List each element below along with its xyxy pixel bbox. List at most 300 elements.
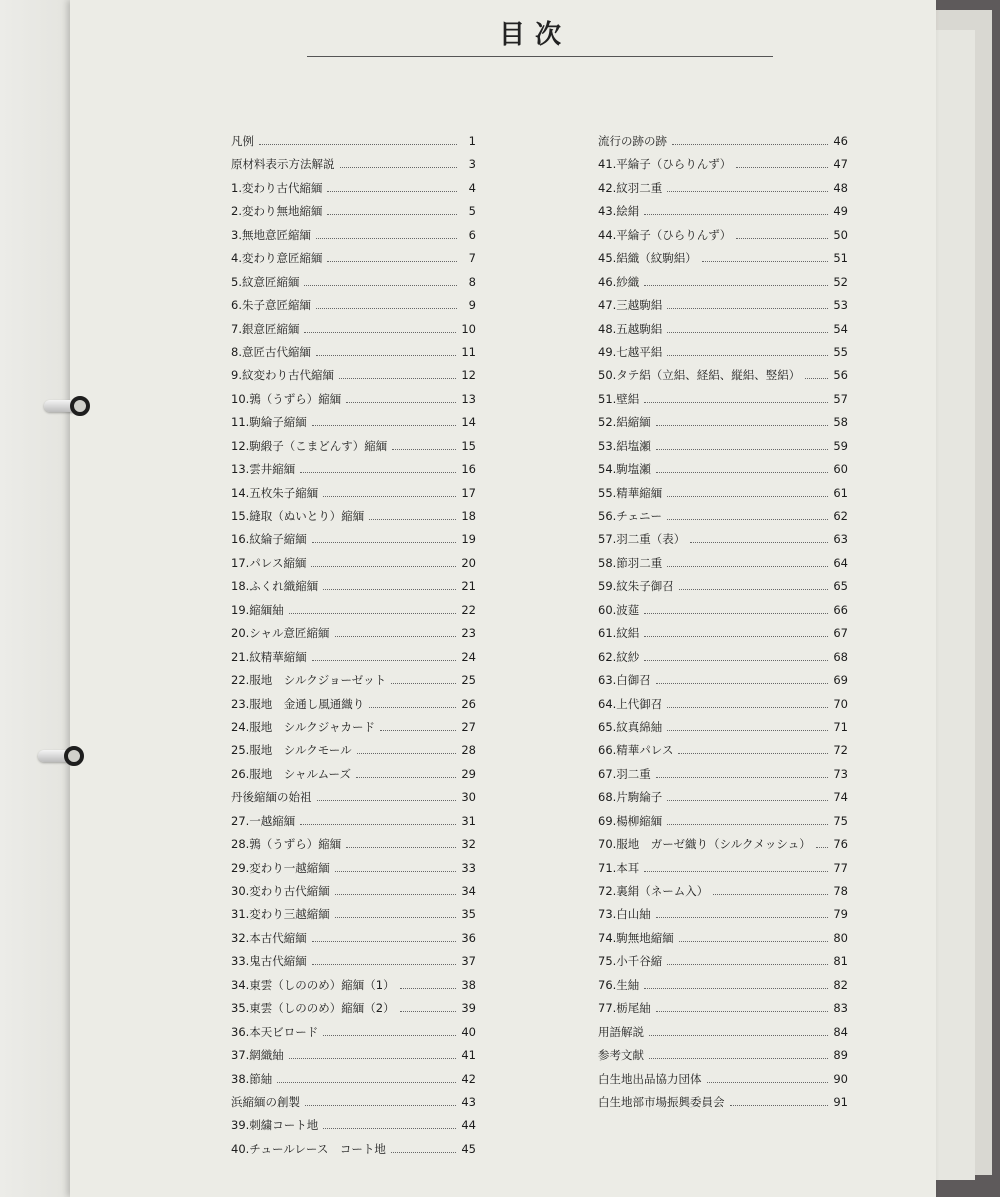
toc-leader-dots	[277, 1082, 456, 1083]
toc-entry	[231, 906, 476, 929]
toc-entry	[598, 883, 848, 906]
toc-entry-label: 75.小千谷縮	[598, 954, 663, 969]
toc-entry-label: 22.服地 シルクジョーゼット	[231, 673, 387, 688]
toc-entry	[231, 1047, 476, 1070]
title-underline	[307, 56, 773, 57]
toc-leader-dots	[312, 425, 457, 426]
toc-entry-page: 13	[461, 391, 476, 406]
toc-leader-dots	[327, 191, 457, 192]
toc-entry-page: 66	[833, 602, 848, 617]
toc-leader-dots	[369, 707, 456, 708]
toc-entry-page: 19	[461, 532, 476, 547]
toc-entry-label: 47.三越駒絽	[598, 298, 663, 313]
toc-entry	[598, 977, 848, 1000]
toc-entry	[598, 250, 848, 273]
toc-entry-page: 72	[833, 743, 848, 758]
toc-entry	[598, 1047, 848, 1070]
toc-leader-dots	[644, 613, 828, 614]
toc-entry-page: 32	[461, 837, 476, 852]
toc-entry-label: 67.羽二重	[598, 766, 651, 781]
toc-entry-label: 40.チュールレース コート地	[231, 1141, 386, 1156]
toc-entry-label: 28.鶉（うずら）縮緬	[231, 837, 342, 852]
toc-entry	[231, 227, 476, 250]
toc-entry	[598, 461, 848, 484]
toc-leader-dots	[707, 1082, 829, 1083]
toc-entry-label: 27.一越縮緬	[231, 813, 296, 828]
toc-entry-page: 90	[833, 1071, 848, 1086]
toc-entry-label: 17.パレス縮緬	[231, 555, 307, 570]
toc-leader-dots	[289, 613, 457, 614]
toc-entry	[598, 578, 848, 601]
toc-entry-label: 18.ふくれ織縮緬	[231, 579, 319, 594]
toc-entry	[598, 625, 848, 648]
toc-leader-dots	[644, 214, 828, 215]
toc-entry-page: 31	[461, 813, 476, 828]
toc-entry-page: 68	[833, 649, 848, 664]
toc-entry-label: 4.変わり意匠縮緬	[231, 251, 323, 266]
toc-entry	[598, 531, 848, 554]
toc-entry-page: 22	[461, 602, 476, 617]
toc-entry-page: 82	[833, 977, 848, 992]
toc-entry	[231, 1024, 476, 1047]
toc-entry-label: 23.服地 金通し風通織り	[231, 696, 365, 711]
toc-leader-dots	[667, 308, 828, 309]
toc-entry	[231, 133, 476, 156]
toc-entry	[231, 860, 476, 883]
toc-entry	[231, 531, 476, 554]
toc-entry-page: 60	[833, 462, 848, 477]
toc-entry-page: 44	[461, 1118, 476, 1133]
toc-entry-label: 13.雲井縮緬	[231, 462, 296, 477]
toc-entry-page: 43	[461, 1094, 476, 1109]
toc-entry-label: 14.五枚朱子縮緬	[231, 485, 319, 500]
toc-entry-label: 32.本古代縮緬	[231, 930, 307, 945]
toc-entry-page: 61	[833, 485, 848, 500]
toc-entry-label: 16.紋綸子縮緬	[231, 532, 307, 547]
toc-entry	[231, 789, 476, 812]
binder-ring-icon	[44, 396, 90, 418]
toc-entry-page: 59	[833, 438, 848, 453]
toc-leader-dots	[259, 144, 457, 145]
toc-entry-page: 38	[461, 977, 476, 992]
toc-entry-label: 60.波莚	[598, 602, 640, 617]
toc-entry-label: 白生地出品協力団体	[598, 1071, 702, 1086]
toc-leader-dots	[805, 378, 828, 379]
toc-entry	[598, 672, 848, 695]
toc-entry-page: 70	[833, 696, 848, 711]
toc-entry-label: 71.本耳	[598, 860, 640, 875]
toc-entry-label: 15.縫取（ぬいとり）縮緬	[231, 509, 365, 523]
toc-leader-dots	[312, 542, 457, 543]
toc-entry-label: 63.白御召	[598, 673, 651, 688]
toc-entry-label: 68.片駒綸子	[598, 790, 663, 805]
toc-entry-label: 3.無地意匠縮緬	[231, 227, 311, 242]
toc-entry-label: 43.絵絹	[598, 204, 640, 219]
toc-entry	[231, 836, 476, 859]
toc-entry	[598, 930, 848, 953]
toc-entry-label: 参考文献	[598, 1048, 644, 1063]
toc-entry	[231, 578, 476, 601]
page-stack-edge-inner	[930, 30, 975, 1180]
toc-leader-dots	[667, 824, 828, 825]
toc-entry-label: 10.鶉（うずら）縮緬	[231, 391, 342, 406]
toc-entry	[598, 1000, 848, 1023]
toc-entry-label: 丹後縮緬の始祖	[231, 790, 312, 805]
toc-entry	[231, 883, 476, 906]
toc-entry-label: 25.服地 シルクモール	[231, 743, 352, 758]
toc-leader-dots	[644, 988, 828, 989]
toc-entry	[231, 414, 476, 437]
toc-entry-page: 47	[833, 157, 848, 172]
toc-entry-label: 1.変わり古代縮緬	[231, 180, 323, 195]
toc-leader-dots	[340, 167, 458, 168]
toc-entry-page: 73	[833, 766, 848, 781]
toc-leader-dots	[300, 824, 456, 825]
toc-entry-label: 49.七越平絽	[598, 344, 663, 359]
toc-entry-label: 69.楊柳縮緬	[598, 813, 663, 828]
toc-entry-page: 37	[461, 954, 476, 969]
binder-ring-icon	[38, 746, 84, 768]
toc-entry-label: 48.五越駒絽	[598, 321, 663, 336]
toc-entry-page: 17	[461, 485, 476, 500]
toc-entry-label: 77.栃尾紬	[598, 1001, 651, 1016]
toc-leader-dots	[667, 964, 828, 965]
toc-leader-dots	[667, 730, 828, 731]
toc-entry-page: 25	[461, 673, 476, 688]
toc-entry	[231, 344, 476, 367]
toc-entry-label: 凡例	[231, 134, 254, 148]
toc-leader-dots	[391, 683, 456, 684]
toc-entry	[598, 1024, 848, 1047]
toc-entry-page: 40	[461, 1024, 476, 1039]
toc-leader-dots	[335, 636, 457, 637]
toc-leader-dots	[346, 847, 456, 848]
toc-leader-dots	[702, 261, 829, 262]
toc-leader-dots	[289, 1058, 457, 1059]
toc-column-right	[598, 133, 848, 1117]
toc-entry-page: 49	[833, 204, 848, 219]
toc-leader-dots	[644, 636, 828, 637]
toc-entry	[231, 485, 476, 508]
toc-entry-label: 53.絽塩瀬	[598, 438, 651, 453]
toc-entry-label: 用語解説	[598, 1024, 644, 1039]
toc-leader-dots	[667, 332, 828, 333]
toc-entry-page: 55	[833, 344, 848, 359]
toc-entry-label: 45.絽織（紋駒絽）	[598, 251, 697, 266]
toc-entry-page: 27	[461, 719, 476, 734]
toc-entry	[598, 414, 848, 437]
toc-entry-page: 57	[833, 391, 848, 406]
toc-entry	[231, 719, 476, 742]
page-title: 目次	[498, 20, 571, 50]
toc-leader-dots	[335, 917, 457, 918]
toc-leader-dots	[667, 566, 828, 567]
toc-entry-page: 62	[833, 509, 848, 523]
toc-entry	[598, 602, 848, 625]
toc-leader-dots	[346, 402, 456, 403]
toc-entry-label: 42.紋羽二重	[598, 180, 663, 195]
toc-entry-page: 89	[833, 1048, 848, 1063]
toc-entry-label: 61.紋絽	[598, 626, 640, 641]
toc-entry-label: 76.生紬	[598, 977, 640, 992]
toc-entry-label: 26.服地 シャルムーズ	[231, 766, 351, 781]
toc-entry	[231, 1094, 476, 1117]
toc-entry-page: 54	[833, 321, 848, 336]
toc-entry	[598, 344, 848, 367]
toc-entry-page: 65	[833, 579, 848, 594]
toc-leader-dots	[667, 496, 828, 497]
toc-entry-page: 45	[461, 1141, 476, 1156]
toc-entry-page: 46	[833, 134, 848, 148]
toc-entry	[231, 766, 476, 789]
toc-entry	[598, 227, 848, 250]
toc-leader-dots	[656, 1011, 829, 1012]
toc-entry	[598, 156, 848, 179]
toc-entry-page: 16	[461, 462, 476, 477]
toc-leader-dots	[656, 777, 829, 778]
toc-entry	[231, 461, 476, 484]
toc-leader-dots	[644, 285, 828, 286]
toc-leader-dots	[656, 449, 829, 450]
toc-entry	[598, 203, 848, 226]
toc-entry	[231, 438, 476, 461]
toc-entry-page: 7	[468, 251, 476, 266]
toc-entry	[598, 860, 848, 883]
toc-entry-page: 28	[461, 743, 476, 758]
toc-leader-dots	[667, 191, 828, 192]
toc-entry-label: 6.朱子意匠縮緬	[231, 298, 311, 313]
toc-leader-dots	[312, 964, 457, 965]
toc-entry-label: 59.紋朱子御召	[598, 579, 674, 594]
toc-leader-dots	[690, 542, 828, 543]
toc-entry-label: 5.紋意匠縮緬	[231, 274, 300, 289]
toc-entry-label: 55.精華縮緬	[598, 485, 663, 500]
toc-leader-dots	[380, 730, 456, 731]
toc-entry	[231, 930, 476, 953]
toc-entry-page: 75	[833, 813, 848, 828]
toc-entry-label: 72.裏絹（ネーム入）	[598, 884, 709, 898]
toc-entry	[598, 649, 848, 672]
toc-entry	[598, 836, 848, 859]
toc-entry-label: 11.駒綸子縮緬	[231, 415, 307, 430]
toc-leader-dots	[730, 1105, 829, 1106]
toc-leader-dots	[323, 589, 456, 590]
toc-entry	[231, 555, 476, 578]
toc-entry	[598, 555, 848, 578]
toc-entry-page: 3	[468, 157, 476, 172]
toc-entry-label: 9.紋変わり古代縮緬	[231, 368, 334, 383]
toc-entry-page: 63	[833, 532, 848, 547]
toc-entry-label: 31.変わり三越縮緬	[231, 907, 330, 922]
toc-entry	[231, 1071, 476, 1094]
toc-leader-dots	[335, 894, 457, 895]
toc-leader-dots	[656, 425, 829, 426]
toc-entry	[231, 977, 476, 1000]
toc-entry-page: 18	[461, 509, 476, 523]
toc-entry-page: 15	[461, 438, 476, 453]
toc-leader-dots	[357, 753, 457, 754]
toc-entry-page: 33	[461, 860, 476, 875]
toc-entry	[231, 321, 476, 344]
toc-entry-label: 51.壁絽	[598, 391, 640, 406]
toc-entry	[231, 1141, 476, 1164]
toc-entry	[231, 391, 476, 414]
toc-leader-dots	[679, 589, 829, 590]
toc-entry-page: 83	[833, 1001, 848, 1016]
toc-entry-label: 39.刺繍コート地	[231, 1118, 319, 1133]
toc-entry-page: 24	[461, 649, 476, 664]
toc-entry-page: 67	[833, 626, 848, 641]
toc-entry-page: 9	[468, 298, 476, 313]
toc-leader-dots	[649, 1058, 828, 1059]
toc-entry	[231, 274, 476, 297]
toc-entry-label: 44.平綸子（ひらりんず）	[598, 227, 732, 242]
toc-entry	[598, 321, 848, 344]
toc-leader-dots	[335, 871, 457, 872]
toc-entry-label: 73.白山紬	[598, 907, 651, 922]
toc-entry-label: 36.本天ビロード	[231, 1024, 319, 1039]
toc-leader-dots	[356, 777, 456, 778]
toc-entry-label: 57.羽二重（表）	[598, 532, 686, 547]
toc-leader-dots	[323, 496, 456, 497]
toc-entry	[231, 180, 476, 203]
toc-leader-dots	[667, 707, 828, 708]
toc-entry-page: 69	[833, 673, 848, 688]
toc-leader-dots	[316, 308, 457, 309]
toc-entry-page: 21	[461, 579, 476, 594]
toc-entry-page: 4	[468, 180, 476, 195]
toc-entry	[231, 156, 476, 179]
toc-entry	[231, 602, 476, 625]
toc-leader-dots	[311, 566, 456, 567]
toc-entry-page: 41	[461, 1048, 476, 1063]
toc-leader-dots	[679, 941, 829, 942]
toc-entry-page: 53	[833, 298, 848, 313]
toc-entry-page: 29	[461, 766, 476, 781]
toc-entry-page: 5	[468, 204, 476, 219]
toc-leader-dots	[644, 402, 828, 403]
toc-leader-dots	[644, 660, 828, 661]
toc-entry-label: 24.服地 シルクジャカード	[231, 719, 376, 734]
toc-entry-page: 64	[833, 555, 848, 570]
toc-entry-label: 46.紗織	[598, 274, 640, 289]
toc-entry-page: 26	[461, 696, 476, 711]
toc-entry-page: 58	[833, 415, 848, 430]
toc-entry-page: 78	[833, 884, 848, 898]
toc-entry	[598, 742, 848, 765]
toc-entry-page: 23	[461, 626, 476, 641]
toc-entry-page: 10	[461, 321, 476, 336]
toc-entry-page: 56	[833, 368, 848, 383]
toc-entry-page: 6	[468, 227, 476, 242]
toc-leader-dots	[312, 941, 457, 942]
toc-entry-page: 81	[833, 954, 848, 969]
toc-entry-label: 19.縮緬紬	[231, 602, 284, 617]
toc-leader-dots	[316, 238, 457, 239]
toc-entry-label: 64.上代御召	[598, 696, 663, 711]
toc-entry-page: 1	[468, 134, 476, 148]
toc-leader-dots	[323, 1128, 456, 1129]
toc-entry-page: 12	[461, 368, 476, 383]
toc-entry-page: 14	[461, 415, 476, 430]
toc-leader-dots	[672, 144, 828, 145]
toc-entry	[598, 1094, 848, 1117]
toc-entry-page: 52	[833, 274, 848, 289]
toc-entry-label: 74.駒無地縮緬	[598, 930, 674, 945]
toc-entry	[231, 1117, 476, 1140]
toc-entry-page: 51	[833, 251, 848, 266]
toc-entry-label: 12.駒緞子（こまどんす）縮緬	[231, 438, 388, 453]
toc-entry	[231, 953, 476, 976]
toc-entry	[598, 391, 848, 414]
toc-entry-page: 79	[833, 907, 848, 922]
toc-entry	[598, 789, 848, 812]
toc-entry-label: 21.紋精華縮緬	[231, 649, 307, 664]
toc-leader-dots	[369, 519, 456, 520]
toc-entry-label: 65.紋真綿紬	[598, 719, 663, 734]
toc-entry-page: 50	[833, 227, 848, 242]
toc-leader-dots	[317, 800, 457, 801]
toc-leader-dots	[400, 1011, 457, 1012]
toc-entry	[231, 250, 476, 273]
toc-leader-dots	[304, 285, 457, 286]
toc-entry-label: 2.変わり無地縮緬	[231, 204, 323, 219]
toc-leader-dots	[305, 1105, 456, 1106]
toc-entry-page: 77	[833, 860, 848, 875]
toc-leader-dots	[392, 449, 456, 450]
toc-leader-dots	[667, 519, 828, 520]
toc-leader-dots	[327, 261, 457, 262]
toc-entry-label: 30.変わり古代縮緬	[231, 884, 330, 898]
toc-entry	[598, 906, 848, 929]
toc-entry-label: 原材料表示方法解説	[231, 157, 335, 172]
toc-entry-label: 33.鬼古代縮緬	[231, 954, 307, 969]
toc-entry	[598, 696, 848, 719]
toc-entry-page: 8	[468, 274, 476, 289]
toc-entry-label: 62.紋紗	[598, 649, 640, 664]
toc-entry-label: 41.平綸子（ひらりんず）	[598, 157, 732, 172]
toc-entry-label: 38.節紬	[231, 1071, 273, 1086]
toc-entry	[598, 367, 848, 390]
toc-entry	[598, 1071, 848, 1094]
toc-entry	[598, 133, 848, 156]
toc-entry-page: 30	[461, 790, 476, 805]
toc-leader-dots	[736, 167, 828, 168]
toc-entry	[598, 438, 848, 461]
toc-entry-label: 54.駒塩瀬	[598, 462, 651, 477]
toc-entry-label: 66.精華パレス	[598, 743, 674, 758]
toc-entry-label: 29.変わり一越縮緬	[231, 860, 330, 875]
toc-entry	[231, 367, 476, 390]
toc-entry-label: 56.チェニー	[598, 509, 662, 523]
toc-entry	[598, 813, 848, 836]
toc-entry	[598, 766, 848, 789]
toc-leader-dots	[667, 355, 828, 356]
toc-leader-dots	[736, 238, 828, 239]
toc-entry	[598, 274, 848, 297]
toc-leader-dots	[656, 683, 829, 684]
toc-entry	[231, 1000, 476, 1023]
toc-leader-dots	[300, 472, 456, 473]
toc-entry-page: 11	[461, 344, 476, 359]
toc-entry	[598, 297, 848, 320]
toc-leader-dots	[400, 988, 457, 989]
toc-entry	[598, 508, 848, 531]
toc-entry	[231, 813, 476, 836]
toc-entry	[231, 508, 476, 531]
toc-leader-dots	[327, 214, 457, 215]
toc-entry-page: 84	[833, 1024, 848, 1039]
